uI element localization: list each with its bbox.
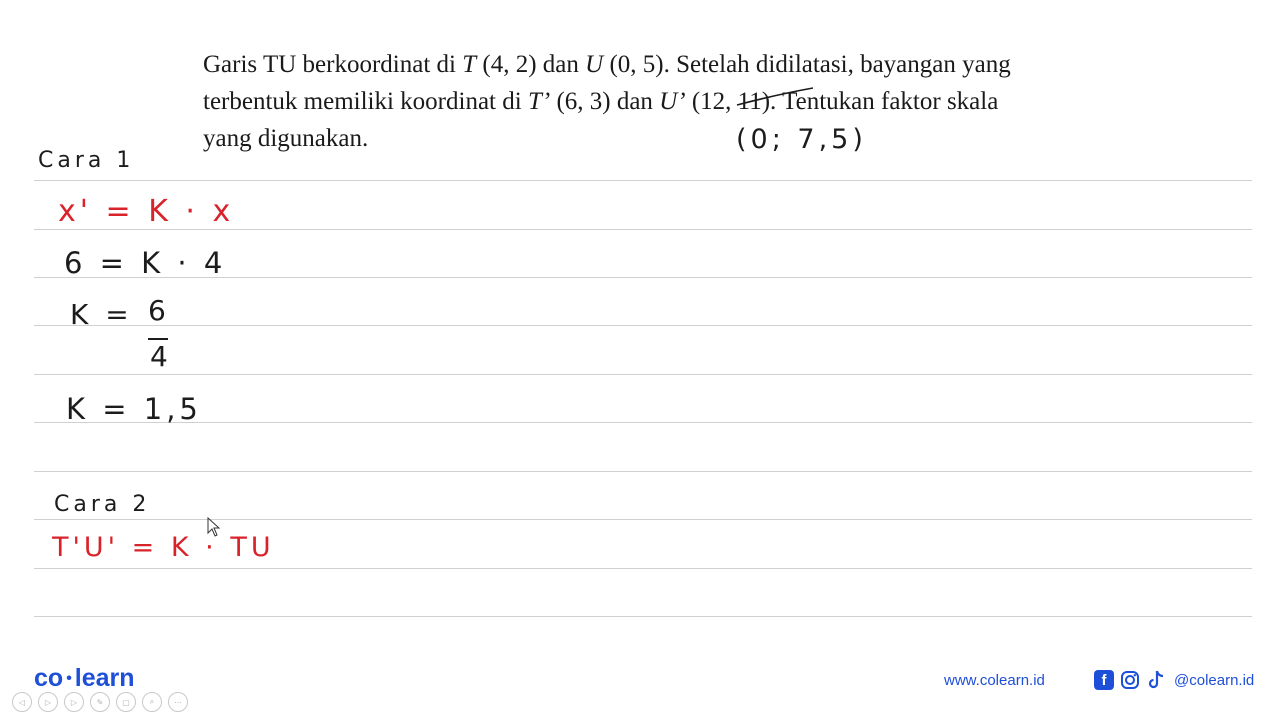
corrected-coordinate: (0; 7,5)	[736, 124, 867, 155]
social-links	[1094, 670, 1254, 690]
equation-3-denominator: 4	[150, 340, 172, 373]
equation-2: 6 = K · 4	[64, 246, 227, 280]
problem-line-2: terbentuk memiliki koordinat di T’ (6, 3) dan U’ (12, 11). Tentukan faktor skala	[203, 88, 999, 115]
equation-5: T'U' = K · TU	[52, 532, 275, 563]
edit-icon[interactable]: ✎	[90, 692, 110, 712]
strikethrough-mark	[735, 85, 815, 107]
equation-1: x' = K · x	[58, 194, 235, 229]
cara1-heading: Cara 1	[38, 148, 135, 173]
mouse-pointer-icon	[207, 517, 221, 537]
cara2-heading: Cara 2	[54, 492, 151, 517]
facebook-icon[interactable]: f	[1094, 670, 1114, 690]
zoom-icon[interactable]: ⌕	[142, 692, 162, 712]
problem-line-1: Garis TU berkoordinat di T (4, 2) dan U (0, 5). Setelah didilatasi, bayangan yang	[203, 51, 1011, 78]
equation-3-lhs: K =	[70, 298, 133, 331]
play-icon[interactable]: ▷	[38, 692, 58, 712]
rule-line	[34, 229, 1252, 230]
rule-line	[34, 325, 1252, 326]
rule-line	[34, 374, 1252, 375]
social-handle[interactable]: @colearn.id	[1174, 671, 1255, 689]
equation-3-numerator: 6	[148, 294, 170, 327]
rule-line	[34, 471, 1252, 472]
website-link[interactable]: www.colearn.id	[944, 672, 1045, 689]
rewind-icon[interactable]: ◁	[12, 692, 32, 712]
rule-line	[34, 422, 1252, 423]
problem-statement	[203, 46, 1083, 157]
instagram-icon[interactable]	[1120, 670, 1140, 690]
rule-line	[34, 180, 1252, 181]
problem-line-3: yang digunakan.	[203, 125, 369, 152]
rule-line	[34, 568, 1252, 569]
equation-4: K = 1,5	[66, 392, 202, 426]
tiktok-icon[interactable]	[1146, 670, 1166, 690]
more-icon[interactable]: ⋯	[168, 692, 188, 712]
copy-icon[interactable]: ▢	[116, 692, 136, 712]
colearn-logo: co • learn	[34, 664, 135, 692]
player-controls	[12, 692, 188, 712]
forward-icon[interactable]: ▷	[64, 692, 84, 712]
rule-line	[34, 616, 1252, 617]
